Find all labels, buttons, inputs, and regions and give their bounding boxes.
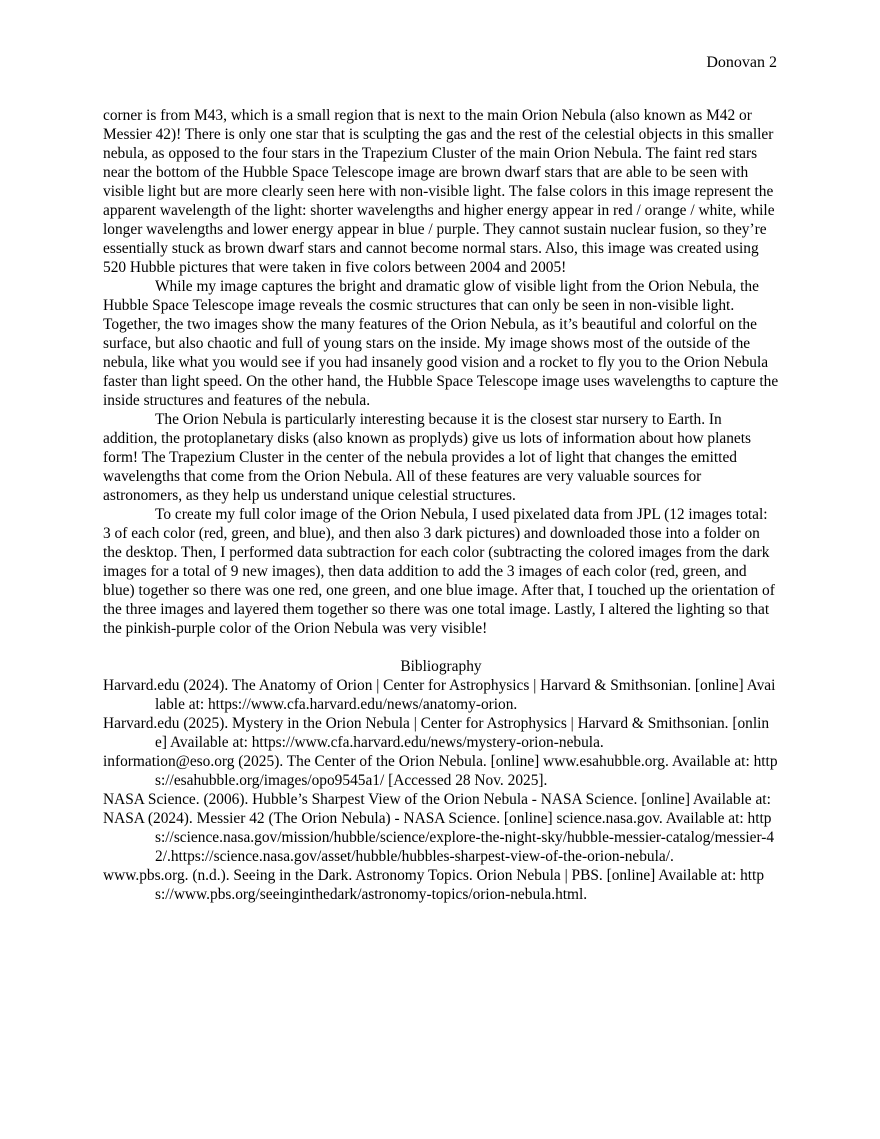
- paragraph-comparison: While my image captures the bright and dramatic glow of visible light from the Orion Nebula, the Hubble Space Telescope image reveals the cosmic structures that can only be seen in non-visible light. Together, the two images show the many features of the Orion Nebula, as it’s beautiful and colorful on the surface, but also chaotic and full of young stars on the inside. My image shows most of the outside of the nebula, like what you would see if you had insanely good vision and a rocket to fly you to the Orion Nebula faster than light speed. On the other hand, the Hubble Space Telescope image uses wavelengths to capture the inside structures and features of the nebula.: [103, 278, 779, 409]
- paragraph-continued: corner is from M43, which is a small region that is next to the main Orion Nebula (also known as M42 or Messier 42)! There is only one star that is sculpting the gas and the rest of the celestial objects in this smaller nebula, as opposed to the four stars in the Trapezium Cluster of the main Orion Nebula. The faint red stars near the bottom of the Hubble Space Telescope image are brown dwarf stars that are able to be seen with visible light but are more clearly seen here with non-visible light. The false colors in this image represent the apparent wavelength of the light: shorter wavelengths and higher energy appear in red / orange / white, while longer wavelengths and lower energy appear in blue / purple. They cannot sustain nuclear fusion, so they’re essentially stuck as brown dwarf stars and cannot become normal stars. Also, this image was created using 520 Hubble pictures that were taken in five colors between 2004 and 2005!: [103, 107, 775, 276]
- paragraph-significance: The Orion Nebula is particularly interesting because it is the closest star nursery to Earth. In addition, the protoplanetary disks (also known as proplyds) give us lots of information about how planets form! The Trapezium Cluster in the center of the nebula provides a lot of light that changes the emitted wavelengths that come from the Orion Nebula. All of these features are very valuable sources for astronomers, as they help us understand unique celestial structures.: [103, 411, 752, 504]
- body-text: [103, 106, 779, 904]
- paragraph-method: To create my full color image of the Orion Nebula, I used pixelated data from JPL (12 images total: 3 of each color (red, green, and blue), and then also 3 dark pictures) and downloaded those into a folder on the desktop. Then, I performed data subtraction for each color (subtracting the colored images from the dark images for a total of 9 new images), then data addition to add the 3 images of each color (red, green, and blue) together so there was one red, one green, and one blue image. After that, I touched up the orientation of the three images and layered them together so there was one total image. Lastly, I altered the lighting so that the pinkish-purple color of the Orion Nebula was very visible!: [103, 506, 775, 637]
- bibliography-entry: NASA Science. (2006). Hubble’s Sharpest View of the Orion Nebula - NASA Science. [online] Available at:: [103, 791, 771, 808]
- bibliography-entry: information@eso.org (2025). The Center of the Orion Nebula. [online] www.esahubble.org. Available at: https://esahubble.org/images/opo9545a1/ [Accessed 28 Nov. 2025].: [103, 753, 778, 789]
- bibliography-heading: Bibliography: [400, 658, 482, 675]
- bibliography-entry: Harvard.edu (2025). Mystery in the Orion Nebula | Center for Astrophysics | Harvard & Smithsonian. [online] Available at: https://www.cfa.harvard.edu/news/mystery-orion-nebula.: [103, 715, 770, 751]
- bibliography-entry: NASA (2024). Messier 42 (The Orion Nebula) - NASA Science. [online] science.nasa.gov. Available at: https://science.nasa.gov/mission/hubble/science/explore-the-night-sky/hubble-messier-catalog/messier-42/.https://science.nasa.gov/asset/hubble/hubbles-sharpest-view-of-the-orion-nebula/.: [103, 810, 775, 865]
- bibliography-entry: www.pbs.org. (n.d.). Seeing in the Dark. Astronomy Topics. Orion Nebula | PBS. [online] Available at: https://www.pbs.org/seeinginthedark/astronomy-topics/orion-nebula.html.: [103, 867, 765, 903]
- bibliography-entry: Harvard.edu (2024). The Anatomy of Orion | Center for Astrophysics | Harvard & Smithsonian. [online] Available at: https://www.cfa.harvard.edu/news/anatomy-orion.: [103, 677, 776, 713]
- running-head: Donovan 2: [706, 54, 777, 71]
